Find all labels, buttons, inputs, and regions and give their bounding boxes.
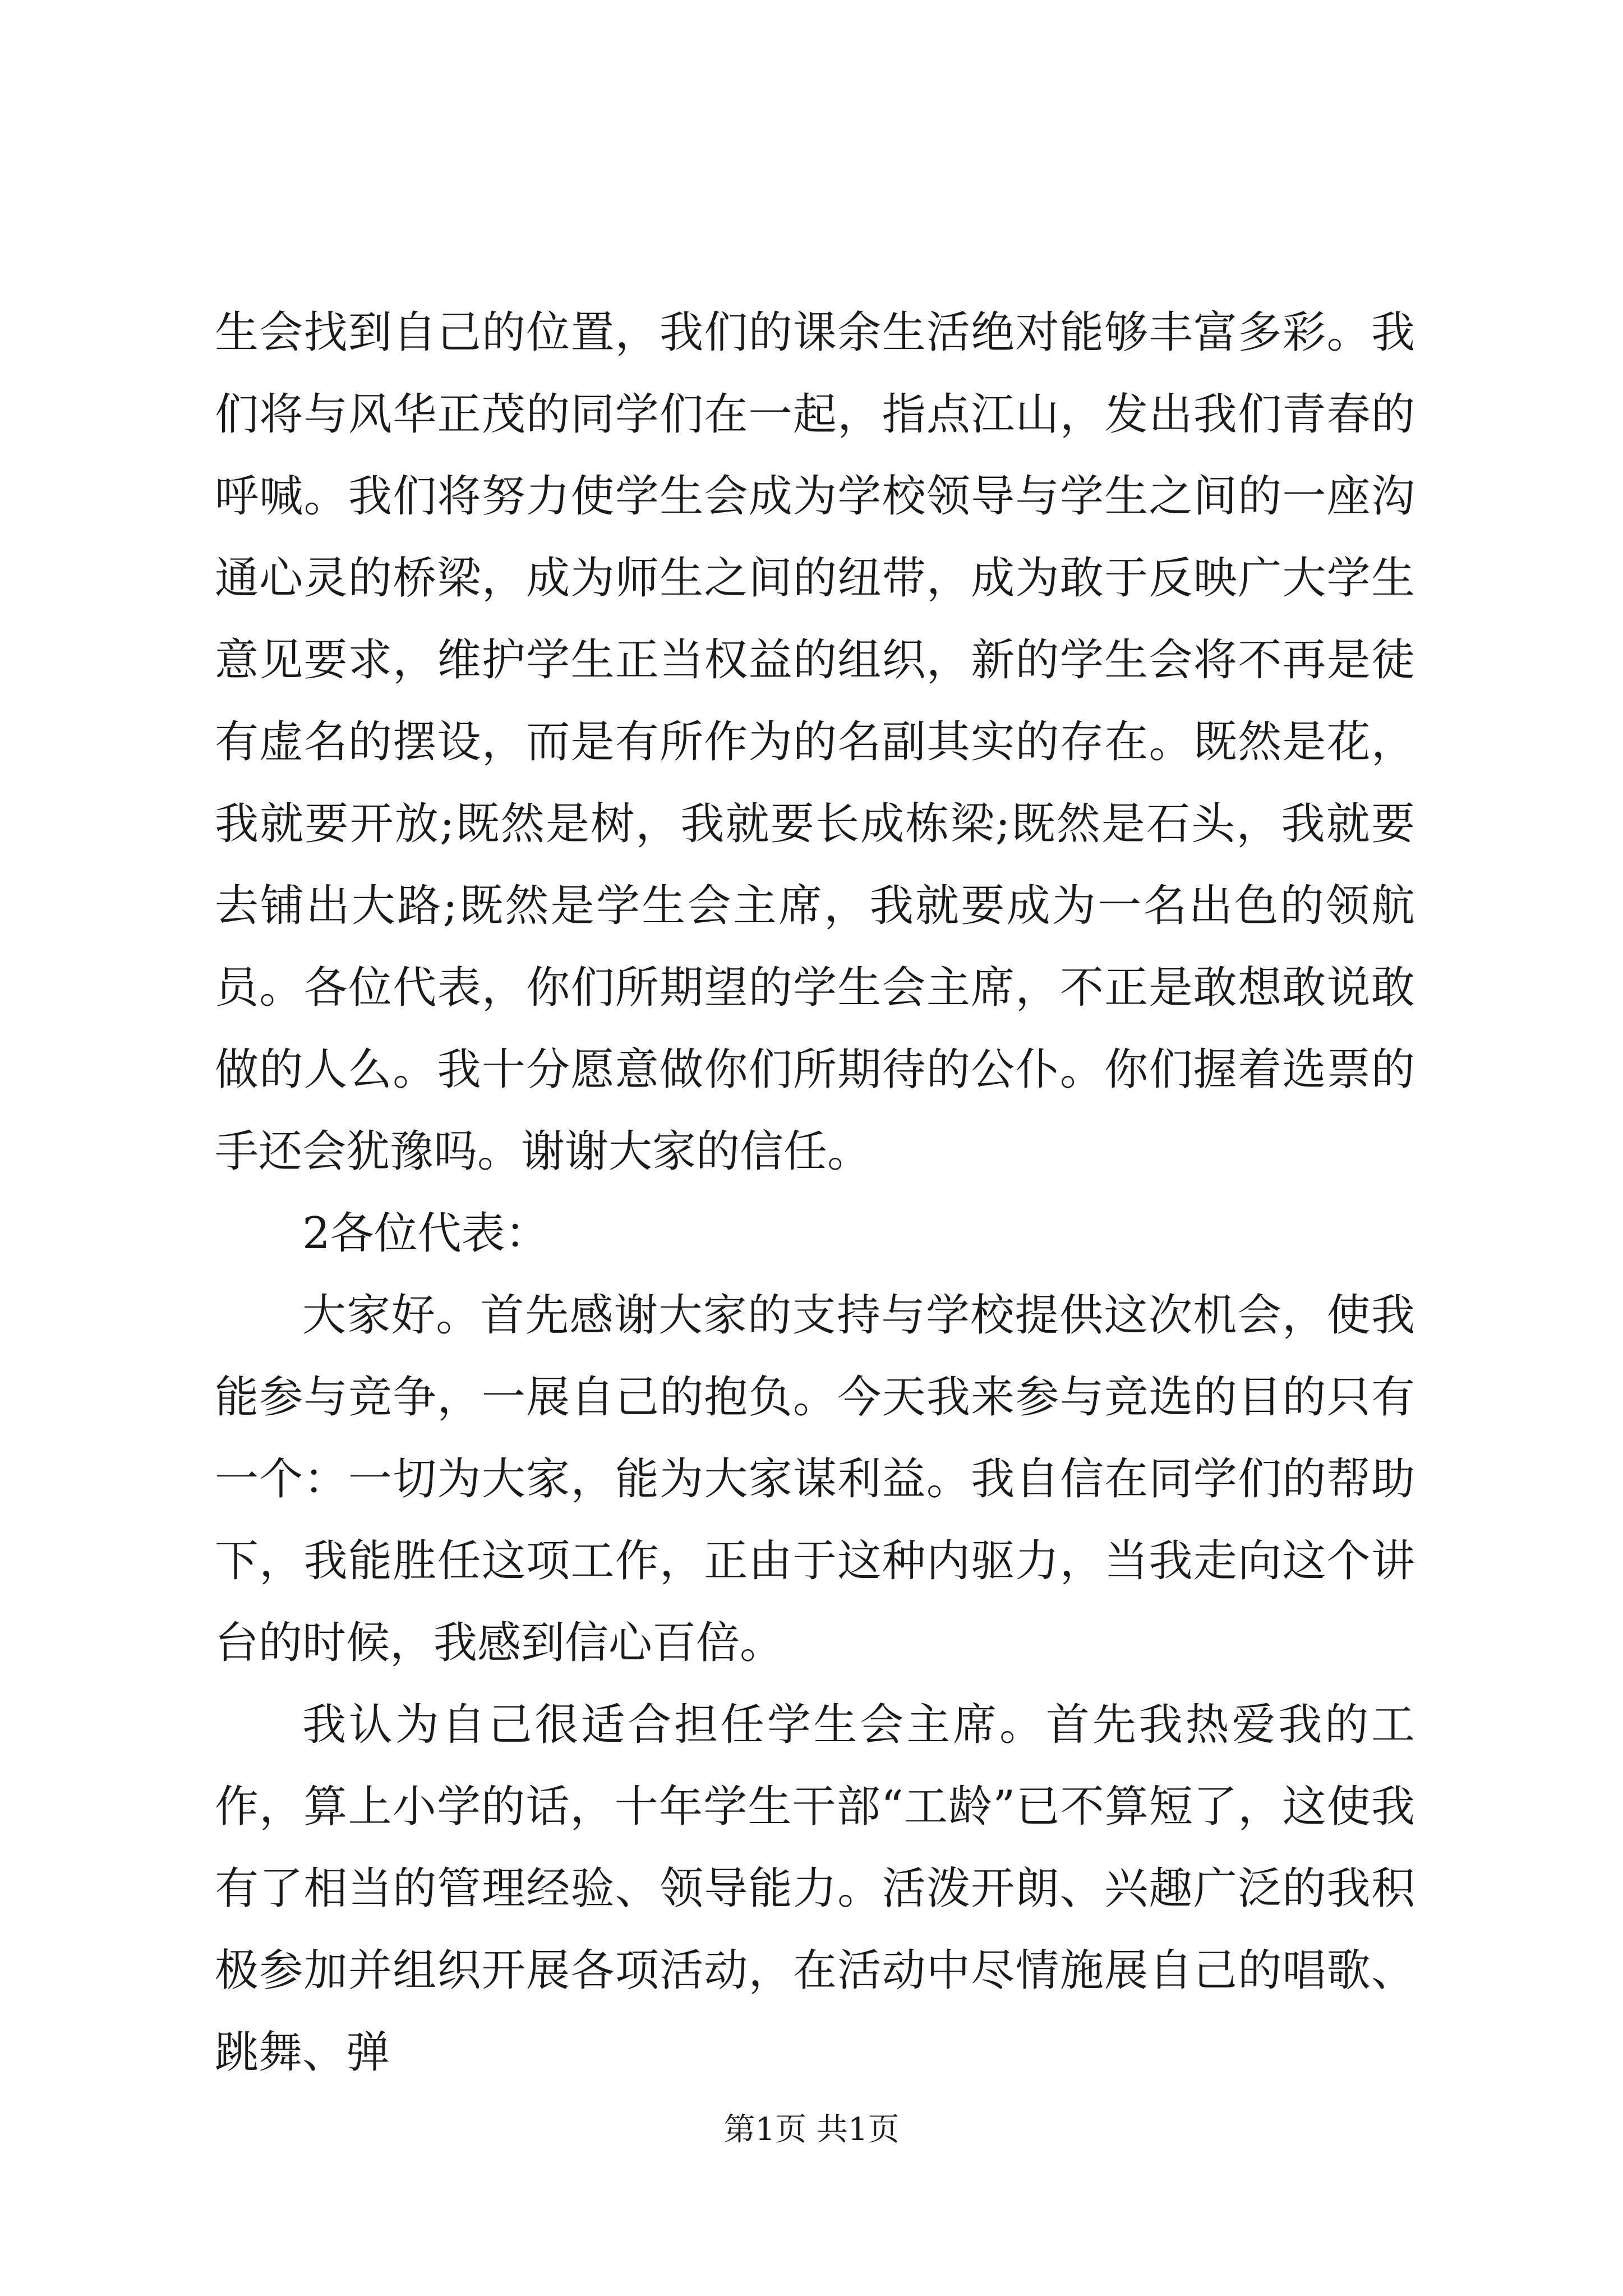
page-footer: 第1页 共1页 (723, 2111, 900, 2148)
body-text (215, 292, 1415, 2093)
paragraph-4: 我认为自己很适合担任学生会主席。首先我热爱我的工作，算上小学的话，十年学生干部“工龄”已不算短了，这使我有了相当的管理经验、领导能力。活泼开朗、兴趣广泛的我积极参加并组织开展各项活动，在活动中尽情施展自己的唱歌、跳舞、弹 (215, 1700, 1415, 2078)
paragraph-3: 大家好。首先感谢大家的支持与学校提供这次机会，使我能参与竞争，一展自己的抱负。今天我来参与竞选的目的只有一个：一切为大家，能为大家谋利益。我自信在同学们的帮助下，我能胜任这项工作，正由于这种内驱力，当我走向这个讲台的时候，我感到信心百倍。 (215, 1290, 1415, 1668)
paragraph-2-heading: 2各位代表： (302, 1208, 549, 1259)
paragraph-1: 生会找到自己的位置，我们的课余生活绝对能够丰富多彩。我们将与风华正茂的同学们在一起，指点江山，发出我们青春的呼喊。我们将努力使学生会成为学校领导与学生之间的一座沟通心灵的桥梁，成为师生之间的纽带，成为敢于反映广大学生意见要求，维护学生正当权益的组织，新的学生会将不再是徒有虚名的摆设，而是有所作为的名副其实的存在。既然是花，我就要开放;既然是树，我就要长成栋梁;既然是石头，我就要去铺出大路;既然是学生会主席，我就要成为一名出色的领航员。各位代表，你们所期望的学生会主席，不正是敢想敢说敢做的人么。我十分愿意做你们所期待的公仆。你们握着选票的手还会犹豫吗。谢谢大家的信任。 (215, 307, 1415, 1177)
